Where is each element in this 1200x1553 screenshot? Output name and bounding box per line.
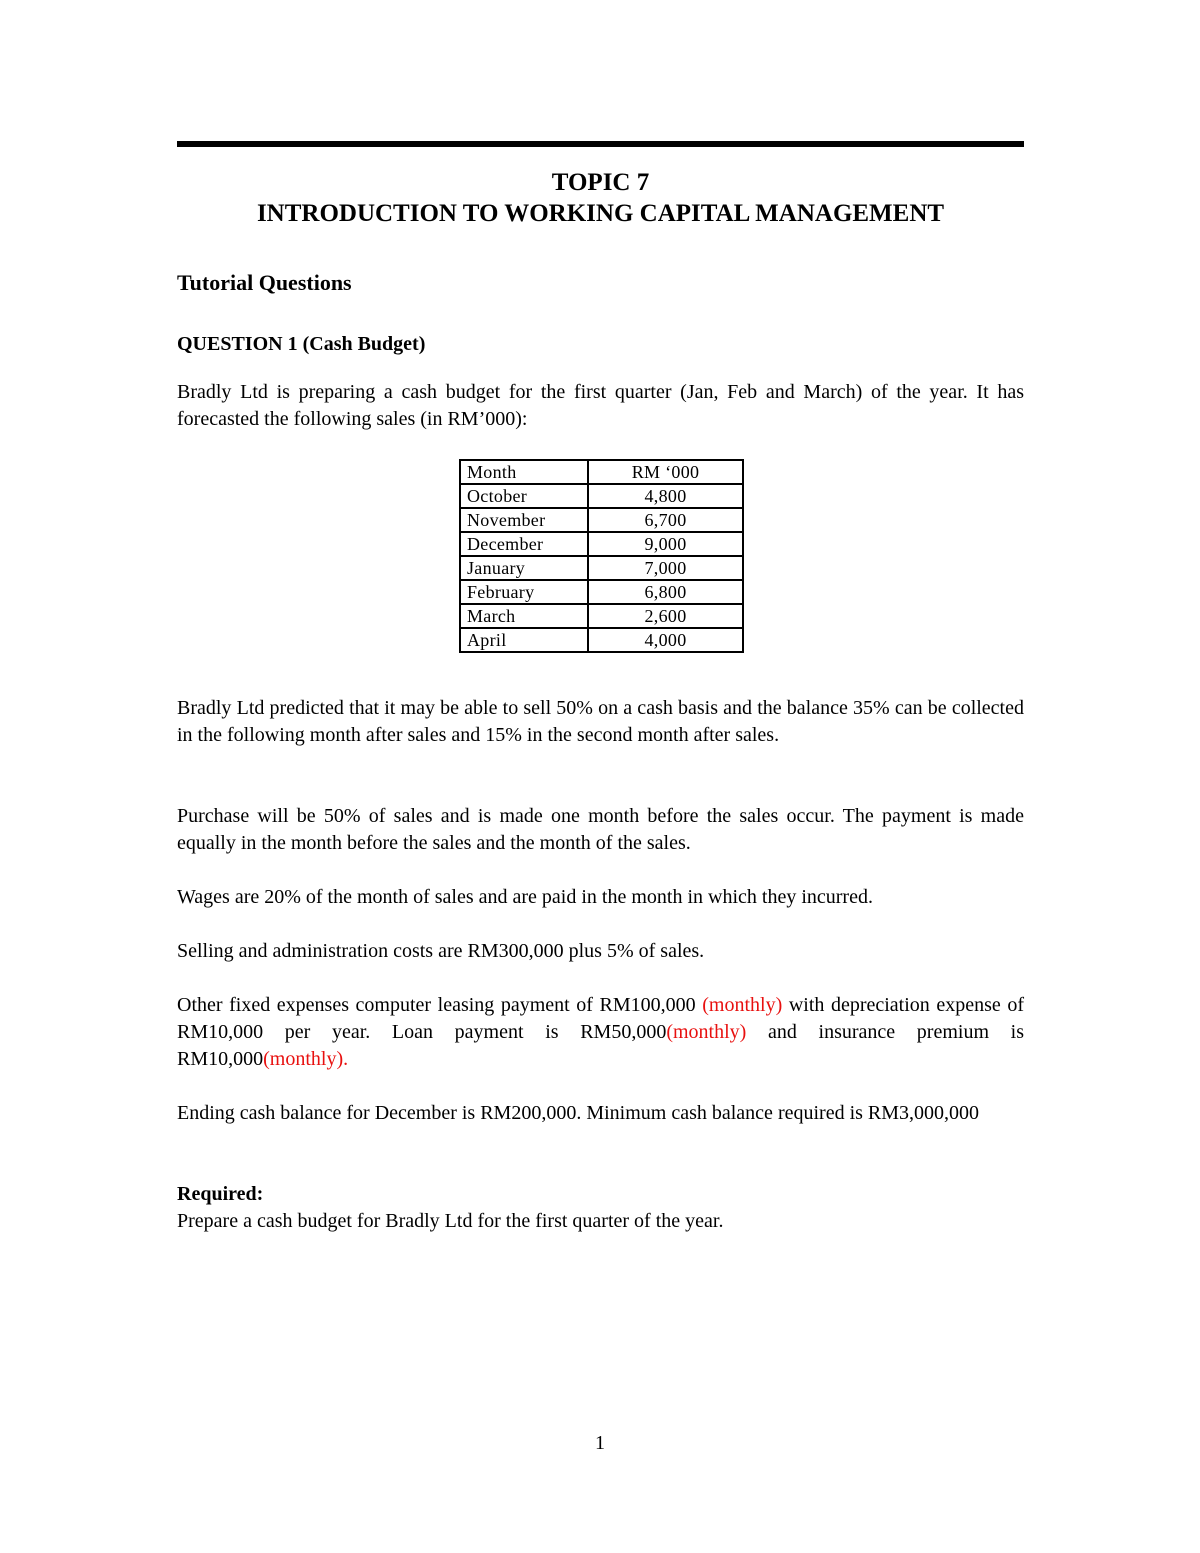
monthly-highlight-1: (monthly) — [702, 994, 783, 1016]
amount-cell: 6,800 — [588, 580, 743, 604]
ending-balance-paragraph: Ending cash balance for December is RM200,000. Minimum cash balance required is RM3,000,000 — [177, 1102, 980, 1124]
month-cell: February — [460, 580, 588, 604]
month-cell: December — [460, 532, 588, 556]
table-row — [460, 484, 743, 508]
amount-cell: 6,700 — [588, 508, 743, 532]
amount-cell: 2,600 — [588, 604, 743, 628]
required-text: Prepare a cash budget for Bradly Ltd for the first quarter of the year. — [177, 1210, 724, 1232]
month-cell: January — [460, 556, 588, 580]
table-row — [460, 532, 743, 556]
required-heading: Required: — [177, 1183, 264, 1205]
table-row — [460, 604, 743, 628]
table-row — [460, 556, 743, 580]
topic-title: INTRODUCTION TO WORKING CAPITAL MANAGEMENT — [256, 200, 945, 227]
month-cell: October — [460, 484, 588, 508]
month-cell: November — [460, 508, 588, 532]
amount-cell: 4,800 — [588, 484, 743, 508]
page-number: 1 — [595, 1432, 605, 1454]
monthly-highlight-2: (monthly) — [666, 1021, 747, 1043]
other-text-1: Other fixed expenses computer leasing payment of RM100,000 — [177, 994, 703, 1016]
table-row — [460, 628, 743, 652]
question-heading: QUESTION 1 (Cash Budget) — [177, 333, 426, 355]
top-rule — [177, 141, 1024, 147]
tutorial-heading: Tutorial Questions — [177, 270, 352, 295]
header-month: Month — [460, 460, 588, 484]
amount-cell: 7,000 — [588, 556, 743, 580]
wages-paragraph: Wages are 20% of the month of sales and are paid in the month in which they incurred. — [177, 886, 873, 908]
table-header-row — [460, 460, 743, 484]
table-row — [460, 580, 743, 604]
amount-cell: 4,000 — [588, 628, 743, 652]
other-expenses-paragraph — [177, 992, 1024, 1073]
intro-paragraph: Bradly Ltd is preparing a cash budget for the first quarter (Jan, Feb and March) of the year. It has forecasted the following sales (in RM’000): — [177, 381, 1024, 430]
collection-paragraph: Bradly Ltd predicted that it may be able to sell 50% on a cash basis and the balance 35% can be collected in the following month after sales and 15% in the second month after sales. — [177, 697, 1024, 746]
other-text-3: and insurance premium is RM10,000 — [177, 1021, 1024, 1070]
month-cell: March — [460, 604, 588, 628]
other-text-2: with depreciation expense of RM10,000 per year. Loan payment is RM50,000 — [177, 994, 1025, 1043]
topic-number: TOPIC 7 — [551, 169, 650, 196]
selling-paragraph: Selling and administration costs are RM300,000 plus 5% of sales. — [177, 940, 705, 962]
monthly-highlight-3: (monthly). — [263, 1048, 349, 1070]
table-row — [460, 508, 743, 532]
amount-cell: 9,000 — [588, 532, 743, 556]
sales-table — [459, 459, 744, 653]
purchase-paragraph: Purchase will be 50% of sales and is made one month before the sales occur. The payment is made equally in the month before the sales and the month of the sales. — [177, 805, 1024, 854]
header-amount: RM ‘000 — [588, 460, 743, 484]
month-cell: April — [460, 628, 588, 652]
